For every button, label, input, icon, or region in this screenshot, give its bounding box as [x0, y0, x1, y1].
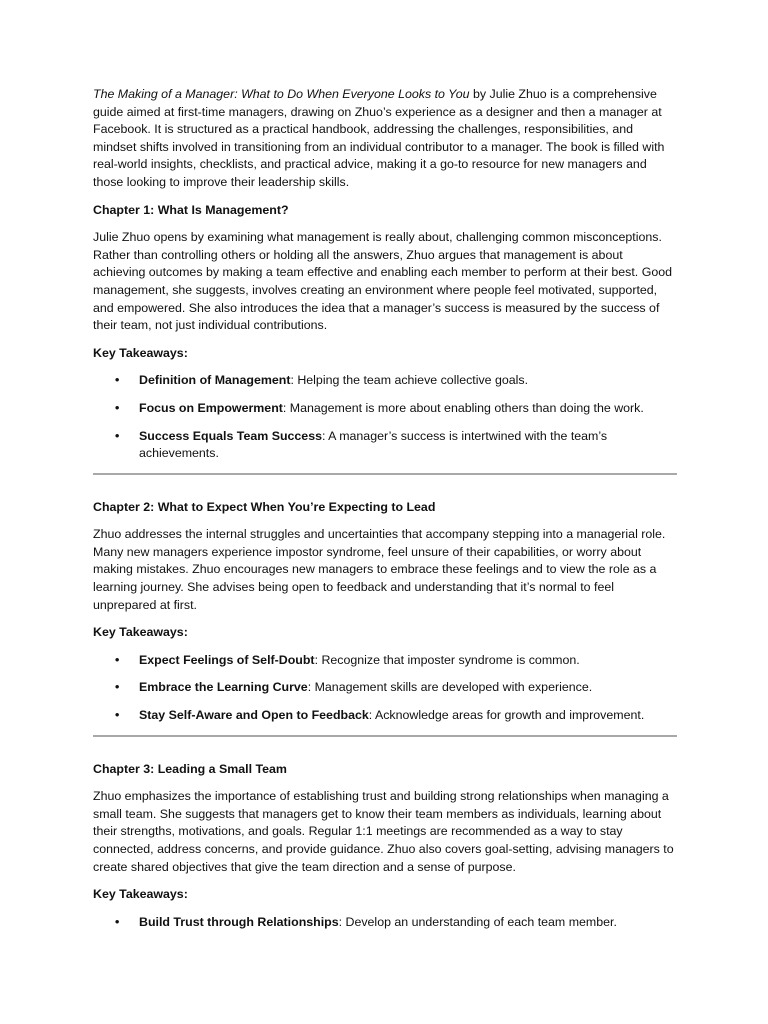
- chapter-1-takeaways-list: [93, 372, 677, 462]
- list-item: [93, 400, 677, 418]
- takeaway-term: Stay Self-Aware and Open to Feedback: [139, 708, 369, 723]
- chapter-3-takeaways-label: Key Takeaways:: [93, 887, 188, 902]
- chapter-3-takeaways-list: [93, 914, 677, 932]
- list-item: [93, 914, 677, 932]
- document-page: [93, 86, 677, 941]
- takeaway-text: : Management is more about enabling others than doing the work.: [282, 400, 644, 415]
- takeaway-term: Expect Feelings of Self-Doubt: [139, 652, 315, 667]
- section-divider: [93, 735, 677, 737]
- chapter-2-section: [93, 499, 677, 725]
- list-item: [93, 707, 677, 725]
- list-item: [93, 679, 677, 697]
- list-item: [93, 372, 677, 390]
- bullet-icon: •: [115, 680, 120, 695]
- chapter-3-section: [93, 761, 677, 932]
- bullet-icon: •: [115, 708, 120, 723]
- takeaway-term: Embrace the Learning Curve: [139, 680, 308, 695]
- takeaway-term: Focus on Empowerment: [139, 400, 283, 415]
- takeaway-text: : Helping the team achieve collective goals.: [290, 373, 529, 388]
- chapter-1-body: Julie Zhuo opens by examining what management is really about, challenging common misconceptions. Rather than controlling others or holding all the answers, Zhuo argues that management is about achieving outcomes by making a team effective and enabling each member to perform at their best. Good management, she suggests, involves creating an environment where people feel motivated, supported, and empowered. She also introduces the idea that a manager’s success is measured by the success of their team, not just individual contributions.: [93, 230, 673, 333]
- chapter-3-body: Zhuo emphasizes the importance of establishing trust and building strong relationships when managing a small team. She suggests that managers get to know their team members as individuals, learning about their strengths, motivations, and goals. Regular 1:1 meetings are recommended as a way to stay connected, address concerns, and provide guidance. Zhuo also covers goal-setting, advising managers to create shared objectives that give the team direction and a sense of purpose.: [93, 789, 674, 874]
- chapter-2-takeaways-label: Key Takeaways:: [93, 625, 188, 640]
- bullet-icon: •: [115, 373, 120, 388]
- chapter-2-body: Zhuo addresses the internal struggles and uncertainties that accompany stepping into a managerial role. Many new managers experience impostor syndrome, feel unsure of their capabilities, or worry about making mistakes. Zhuo encourages new managers to embrace these feelings and to view the role as a learning journey. She advises being open to feedback and understanding that it’s normal to feel unprepared at first.: [93, 527, 666, 612]
- takeaway-term: Success Equals Team Success: [139, 428, 322, 443]
- chapter-2-title: Chapter 2: What to Expect When You’re Expecting to Lead: [93, 499, 436, 514]
- takeaway-term: Definition of Management: [139, 373, 291, 388]
- intro-text: by Julie Zhuo is a comprehensive guide aimed at first-time managers, drawing on Zhuo’s experience as a designer and then a manager at Facebook. It is structured as a practical handbook, addressing the challenges, responsibilities, and mindset shifts involved in transitioning from an individual contributor to a manager. The book is filled with real-world insights, checklists, and practical advice, making it a go-to resource for new managers and those looking to improve their leadership skills.: [93, 87, 665, 189]
- takeaway-text: : Recognize that imposter syndrome is common.: [314, 652, 580, 667]
- book-title: The Making of a Manager: What to Do When Everyone Looks to You: [93, 87, 470, 101]
- section-divider: [93, 473, 677, 475]
- chapter-2-takeaways-list: [93, 652, 677, 725]
- chapter-1-takeaways-label: Key Takeaways:: [93, 345, 188, 360]
- list-item: [93, 428, 677, 463]
- chapter-1-section: [93, 202, 677, 463]
- bullet-icon: •: [115, 428, 120, 443]
- bullet-icon: •: [115, 400, 120, 415]
- bullet-icon: •: [115, 652, 120, 667]
- takeaway-term: Build Trust through Relationships: [139, 914, 339, 929]
- takeaway-text: : Acknowledge areas for growth and improvement.: [368, 708, 645, 723]
- takeaway-text: : Management skills are developed with experience.: [307, 680, 593, 695]
- chapter-1-title: Chapter 1: What Is Management?: [93, 202, 289, 217]
- chapter-3-title: Chapter 3: Leading a Small Team: [93, 761, 287, 776]
- intro-paragraph: [93, 86, 677, 192]
- takeaway-text: : Develop an understanding of each team member.: [338, 914, 617, 929]
- list-item: [93, 652, 677, 670]
- bullet-icon: •: [115, 914, 120, 929]
- takeaway-text: : A manager’s success is intertwined with the team’s achievements.: [139, 428, 608, 461]
